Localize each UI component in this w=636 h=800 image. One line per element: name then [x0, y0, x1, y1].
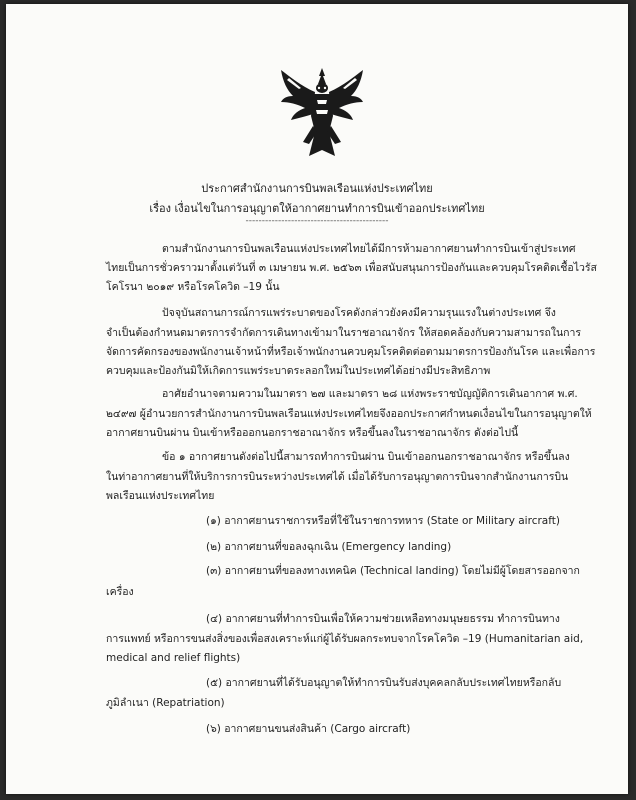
list-item-continuation: เครื่อง — [106, 586, 134, 598]
body-line: ๒๔๙๗ ผู้อำนวยการสำนักงานการบินพลเรือนแห่งประเทศไทยจึงออกประกาศกำหนดเงื่อนไขในการอนุญาตให้ — [106, 408, 592, 420]
list-item: (๖) อากาศยานขนส่งสินค้า (Cargo aircraft) — [206, 723, 411, 735]
list-item: (๑) อากาศยานราชการหรือที่ใช้ในราชการทหาร (State or Military aircraft) — [206, 515, 560, 527]
clause-heading: ข้อ ๑ อากาศยานดังต่อไปนี้สามารถทำการบินผ่าน บินเข้าออกนอกราชอาณาจักร หรือขึ้นลง — [162, 451, 570, 463]
body-line: อากาศยานบินผ่าน บินเข้าหรือออกนอกราชอาณาจักร หรือขึ้นลงในราชอาณาจักร ดังต่อไปนี้ — [106, 427, 519, 439]
document-title: ประกาศสำนักงานการบินพลเรือนแห่งประเทศไทย — [201, 182, 433, 195]
body-line: โคโรนา ๒๐๑๙ หรือโรคโควิด –19 นั้น — [106, 281, 280, 293]
body-line: ไทยเป็นการชั่วคราวมาตั้งแต่วันที่ ๓ เมษายน พ.ศ. ๒๕๖๓ เพื่อสนับสนุนการป้องกันและควบคุมโรคติดเชื้อไวรัส — [106, 262, 597, 274]
body-line: จำเป็นต้องกำหนดมาตรการจำกัดการเดินทางเข้ามาในราชอาณาจักร ให้สอดคล้องกับความสามารถในการ — [106, 327, 582, 339]
body-line: อาศัยอำนาจตามความในมาตรา ๒๗ และมาตรา ๒๘ แห่งพระราชบัญญัติการเดินอากาศ พ.ศ. — [162, 388, 578, 400]
list-item: (๕) อากาศยานที่ได้รับอนุญาตให้ทำการบินรับส่งบุคคลกลับประเทศไทยหรือกลับ — [206, 677, 562, 689]
body-line: จัดการคัดกรองของพนักงานเจ้าหน้าที่หรือเจ้าพนักงานควบคุมโรคติดต่อตามมาตรการป้องกันโรค และเพื่อการ — [106, 346, 596, 358]
garuda-emblem-icon — [279, 66, 365, 162]
body-line: ปัจจุบันสถานการณ์การแพร่ระบาดของโรคดังกล่าวยังคงมีความรุนแรงในต่างประเทศ จึง — [162, 307, 556, 319]
body-line: ควบคุมและป้องกันมิให้เกิดการแพร่ระบาดระลอกใหม่ในประเทศได้อย่างมีประสิทธิภาพ — [106, 365, 491, 377]
list-item: (๔) อากาศยานที่ทำการบินเพื่อให้ความช่วยเหลือทางมนุษยธรรม ทำการบินทาง — [206, 613, 560, 625]
body-line: ในท่าอากาศยานที่ให้บริการการบินระหว่างประเทศได้ เมื่อได้รับการอนุญาตการบินจากสำนักงานการบิน — [106, 471, 569, 483]
document-subject: เรื่อง เงื่อนไขในการอนุญาตให้อากาศยานทำการบินเข้าออกประเทศไทย — [149, 202, 485, 215]
list-item-continuation: ภูมิลำเนา (Repatriation) — [106, 697, 225, 709]
list-item-continuation: medical and relief flights) — [106, 652, 241, 664]
body-line: พลเรือนแห่งประเทศไทย — [106, 490, 215, 502]
list-item-continuation: การแพทย์ หรือการขนส่งสิ่งของเพื่อสงเคราะห์แก่ผู้ได้รับผลกระทบจากโรคโควิด –19 (Humanitarian aid, — [106, 633, 584, 645]
title-separator: -------------------------------------------- — [245, 216, 389, 226]
list-item: (๓) อากาศยานที่ขอลงทางเทคนิค (Technical landing) โดยไม่มีผู้โดยสารออกจาก — [206, 565, 580, 577]
document-page — [6, 4, 628, 794]
body-line: ตามสำนักงานการบินพลเรือนแห่งประเทศไทยได้มีการห้ามอากาศยานทำการบินเข้าสู่ประเทศ — [162, 243, 576, 255]
list-item: (๒) อากาศยานที่ขอลงฉุกเฉิน (Emergency landing) — [206, 541, 452, 553]
